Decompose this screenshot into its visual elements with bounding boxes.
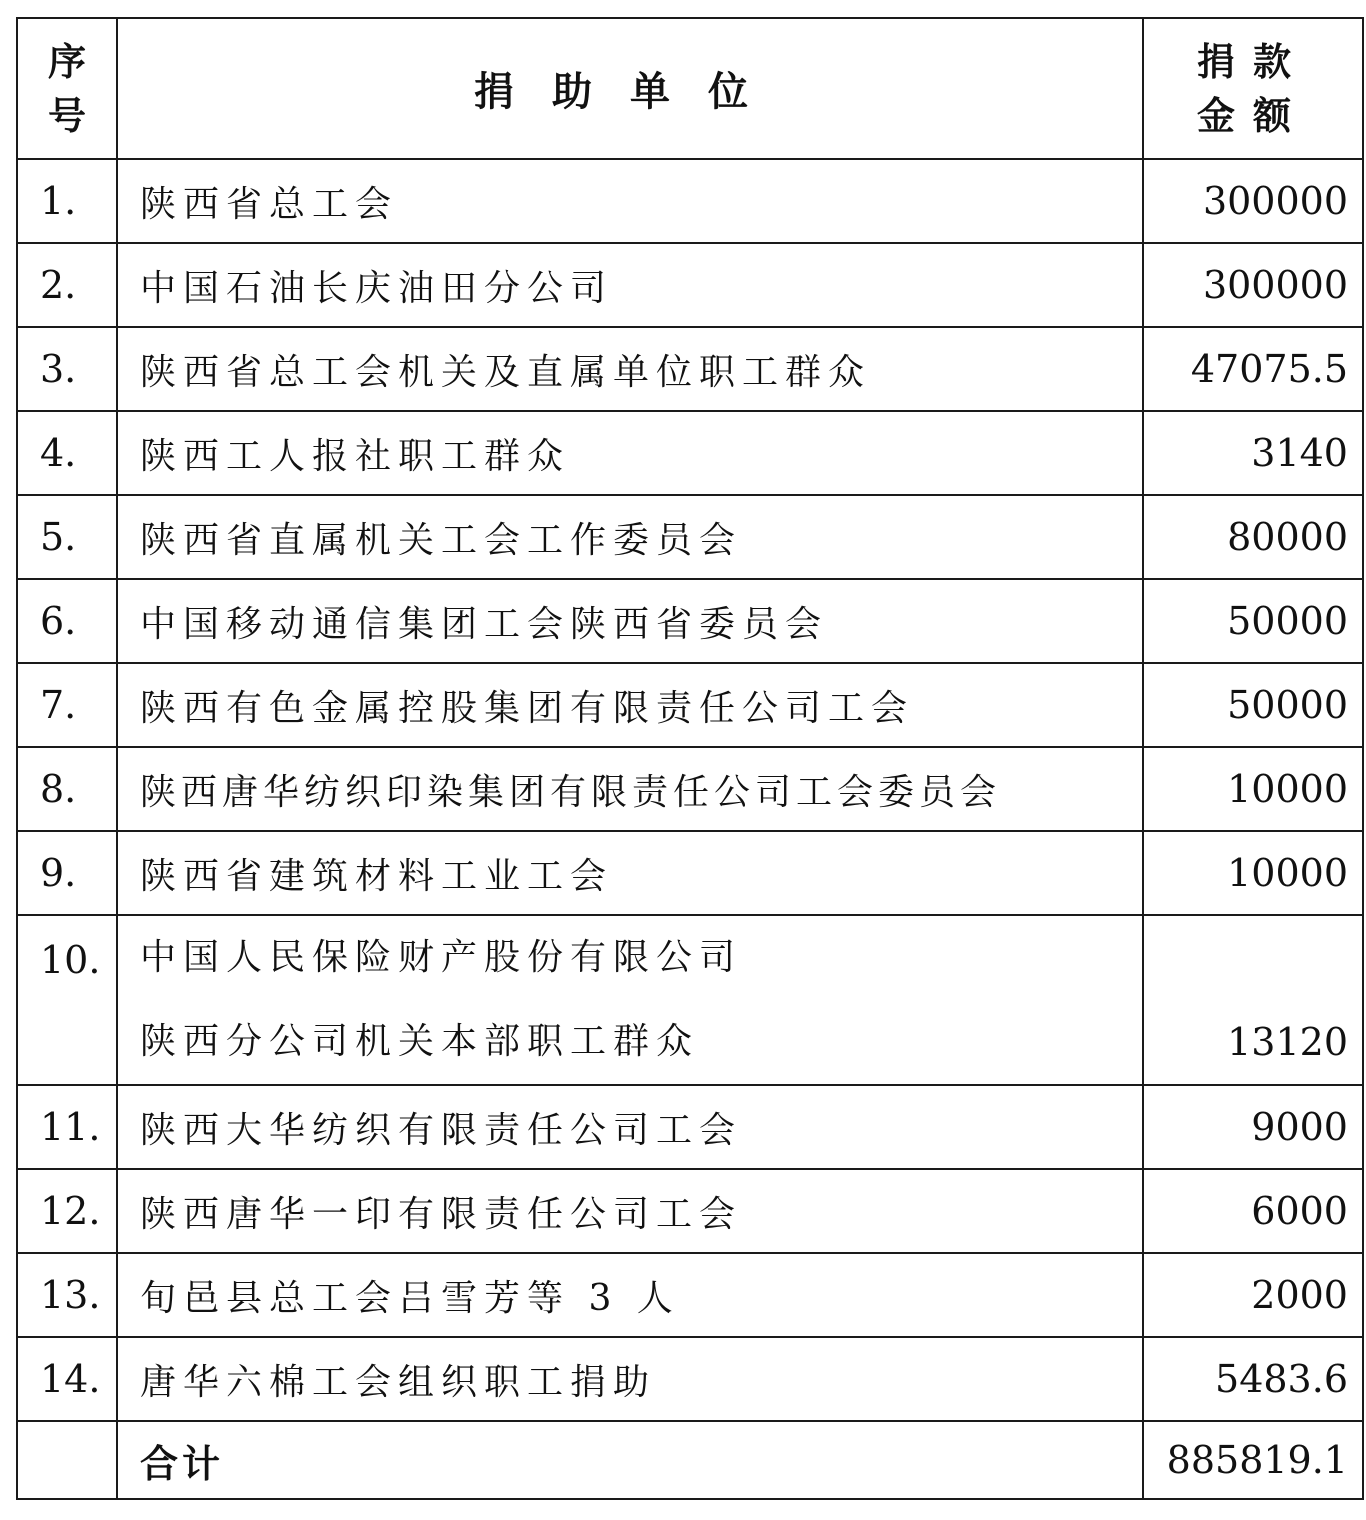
row-donor-unit: 陕西工人报社职工群众 <box>117 411 1143 495</box>
row-number: 1. <box>17 159 117 243</box>
row-number: 2. <box>17 243 117 327</box>
table-row <box>17 747 1363 831</box>
table-row <box>17 495 1363 579</box>
table-row <box>17 579 1363 663</box>
row-amount: 3140 <box>1143 411 1363 495</box>
table-row <box>17 411 1363 495</box>
row-donor-unit: 陕西有色金属控股集团有限责任公司工会 <box>117 663 1143 747</box>
row-donor-unit-line1: 中国人民保险财产股份有限公司 <box>140 937 743 978</box>
table-row <box>17 327 1363 411</box>
row-donor-unit <box>117 915 1143 1085</box>
row-number: 6. <box>17 579 117 663</box>
row-number: 8. <box>17 747 117 831</box>
row-amount: 10000 <box>1143 831 1363 915</box>
row-number: 4. <box>17 411 117 495</box>
row-donor-unit: 陕西省总工会 <box>117 159 1143 243</box>
total-label: 合计 <box>117 1421 1143 1499</box>
row-amount: 9000 <box>1143 1085 1363 1169</box>
header-amount-line1: 捐款 <box>1196 39 1309 84</box>
row-amount: 300000 <box>1143 243 1363 327</box>
row-donor-unit: 陕西唐华纺织印染集团有限责任公司工会委员会 <box>117 747 1143 831</box>
row-number: 5. <box>17 495 117 579</box>
table-row <box>17 1337 1363 1421</box>
row-amount: 50000 <box>1143 579 1363 663</box>
row-donor-unit: 中国石油长庆油田分公司 <box>117 243 1143 327</box>
table-row <box>17 1085 1363 1169</box>
row-amount: 10000 <box>1143 747 1363 831</box>
row-amount: 50000 <box>1143 663 1363 747</box>
row-number: 11. <box>17 1085 117 1169</box>
row-donor-unit: 陕西省直属机关工会工作委员会 <box>117 495 1143 579</box>
row-donor-unit: 陕西唐华一印有限责任公司工会 <box>117 1169 1143 1253</box>
table-header-row <box>17 18 1363 159</box>
table-row <box>17 1253 1363 1337</box>
table-row <box>17 915 1363 1085</box>
total-amount: 885819.1 <box>1143 1421 1363 1499</box>
header-serial-number <box>17 18 117 159</box>
donation-table <box>16 17 1364 1500</box>
row-donor-unit: 陕西大华纺织有限责任公司工会 <box>117 1085 1143 1169</box>
header-amount-line2: 金额 <box>1196 93 1309 138</box>
row-donor-unit: 中国移动通信集团工会陕西省委员会 <box>117 579 1143 663</box>
header-serial-line1: 序 <box>47 39 86 84</box>
row-number: 10. <box>17 915 117 1085</box>
row-number: 14. <box>17 1337 117 1421</box>
total-row-number-empty <box>17 1421 117 1499</box>
table-row <box>17 1169 1363 1253</box>
row-amount: 5483.6 <box>1143 1337 1363 1421</box>
row-donor-unit: 旬邑县总工会吕雪芳等 3 人 <box>117 1253 1143 1337</box>
row-number: 7. <box>17 663 117 747</box>
row-amount: 6000 <box>1143 1169 1363 1253</box>
row-donor-unit-line2: 陕西分公司机关本部职工群众 <box>140 1021 700 1062</box>
table-row <box>17 663 1363 747</box>
table-row <box>17 159 1363 243</box>
row-number: 12. <box>17 1169 117 1253</box>
header-serial-line2: 号 <box>47 93 86 138</box>
table-row <box>17 831 1363 915</box>
row-donor-unit: 陕西省建筑材料工业工会 <box>117 831 1143 915</box>
row-amount: 300000 <box>1143 159 1363 243</box>
total-row <box>17 1421 1363 1499</box>
row-amount: 47075.5 <box>1143 327 1363 411</box>
row-number: 9. <box>17 831 117 915</box>
row-amount: 13120 <box>1143 915 1363 1085</box>
row-number: 13. <box>17 1253 117 1337</box>
row-number: 3. <box>17 327 117 411</box>
row-amount: 2000 <box>1143 1253 1363 1337</box>
row-amount: 80000 <box>1143 495 1363 579</box>
header-donor-unit: 捐助单位 <box>117 18 1143 159</box>
header-donation-amount <box>1143 18 1363 159</box>
row-donor-unit: 陕西省总工会机关及直属单位职工群众 <box>117 327 1143 411</box>
row-donor-unit: 唐华六棉工会组织职工捐助 <box>117 1337 1143 1421</box>
table-row <box>17 243 1363 327</box>
